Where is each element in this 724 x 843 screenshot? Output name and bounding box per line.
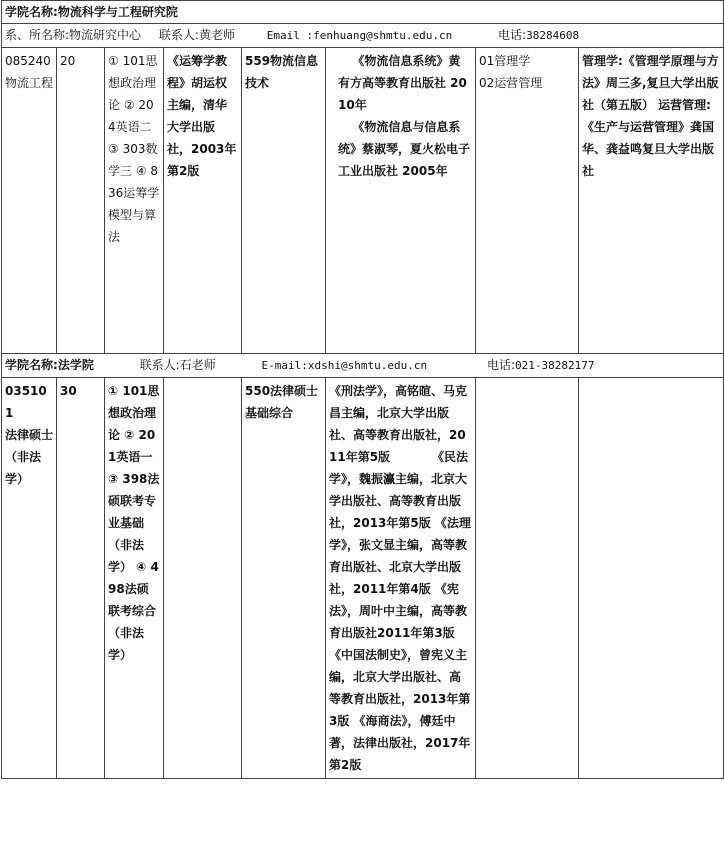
program1-retest-ref-1: 《物流信息系统》黄有方高等教育出版社 2010年	[338, 54, 467, 112]
program1-retest-subject: 559物流信息技术	[242, 48, 326, 354]
institute2-phone: 021-38282177	[515, 359, 595, 372]
program2-retest-subject: 550法律硕士基础综合	[242, 378, 326, 779]
program1-retest-ref-2: 《物流信息与信息系统》蔡淑琴，夏火松电子工业出版社 2005年	[338, 120, 471, 178]
program1-row	[2, 48, 724, 354]
institute1-email-label: Email :	[266, 29, 314, 42]
program2-code: 035101	[5, 384, 47, 420]
program2-direction	[476, 378, 579, 779]
program2-exam-ref	[164, 378, 242, 779]
institute2-contact-label: 联系人:	[139, 358, 180, 372]
institute1-dept: 物流研究中心	[69, 28, 142, 42]
program1-quota: 20	[57, 48, 105, 354]
institute1-name: 物流科学与工程研究院	[57, 5, 178, 19]
institute2-name-label: 学院名称:	[5, 358, 58, 372]
program1-subjects: ① 101思想政治理论 ② 204英语二 ③ 303数学三 ④ 836运筹学模型与算法	[105, 48, 164, 354]
program2-retest-refs: 《刑法学》，高铭暄、马克昌主编，北京大学出版社、高等教育出版社，2011年第5版 《民法学》，魏振瀛主编，北京大学出版社、高等教育出版社，2013年第5版 《法理学》，张文显主编，高等教育出版社、北京大学出版社，2011年第4版 《宪法》，周叶中主编，高等教育出版社2011年第3版 《中国法制史》，曾宪义主编，北京大学出版社、高等教育出版社，2013年第3版 《海商法》，傅廷中著，法律出版社，2017年第2版	[326, 378, 476, 779]
program1-name: 物流工程	[5, 76, 54, 90]
program2-name: 法律硕士（非法学）	[5, 428, 54, 486]
program2-subjects: ① 101思想政治理论 ② 201英语一 ③ 398法硕联考专业基础（非法学） ④ 498法硕联考综合（非法学）	[105, 378, 164, 779]
institute1-phone-label: 电话:	[498, 28, 527, 42]
institute2-contact: 石老师	[179, 358, 216, 372]
program2-notes	[579, 378, 724, 779]
institute1-name-row	[2, 1, 724, 24]
institute1-email: fenhuang@shmtu.edu.cn	[313, 29, 453, 42]
institute1-contact: 黄老师	[198, 28, 235, 42]
institute2-row	[2, 354, 724, 378]
program1-direction-2: 02运营管理	[479, 76, 543, 90]
institute2-email: xdshi@shmtu.edu.cn	[307, 359, 428, 372]
institute1-phone: 38284608	[526, 29, 580, 42]
program1-code: 085240	[5, 54, 51, 68]
institute2-name: 法学院	[57, 358, 94, 372]
program1-exam-ref: 《运筹学教程》胡运权主编，清华大学出版社，2003年第2版	[164, 48, 242, 354]
institute2-email-label: E-mail:	[261, 359, 308, 372]
admissions-table	[1, 0, 724, 779]
program1-notes: 管理学:《管理学原理与方法》周三多,复旦大学出版社（第五版） 运营管理:《生产与运营管理》龚国华、龚益鸣复旦大学出版社	[579, 48, 724, 354]
institute2-phone-label: 电话:	[486, 358, 515, 372]
institute1-name-label: 学院名称:	[5, 5, 58, 19]
program2-quota: 30	[57, 378, 105, 779]
program1-direction-1: 01管理学	[479, 54, 531, 68]
institute1-dept-label: 系、所名称:	[5, 28, 70, 42]
institute1-contact-row	[2, 24, 724, 48]
institute1-contact-label: 联系人:	[158, 28, 199, 42]
program2-row	[2, 378, 724, 779]
